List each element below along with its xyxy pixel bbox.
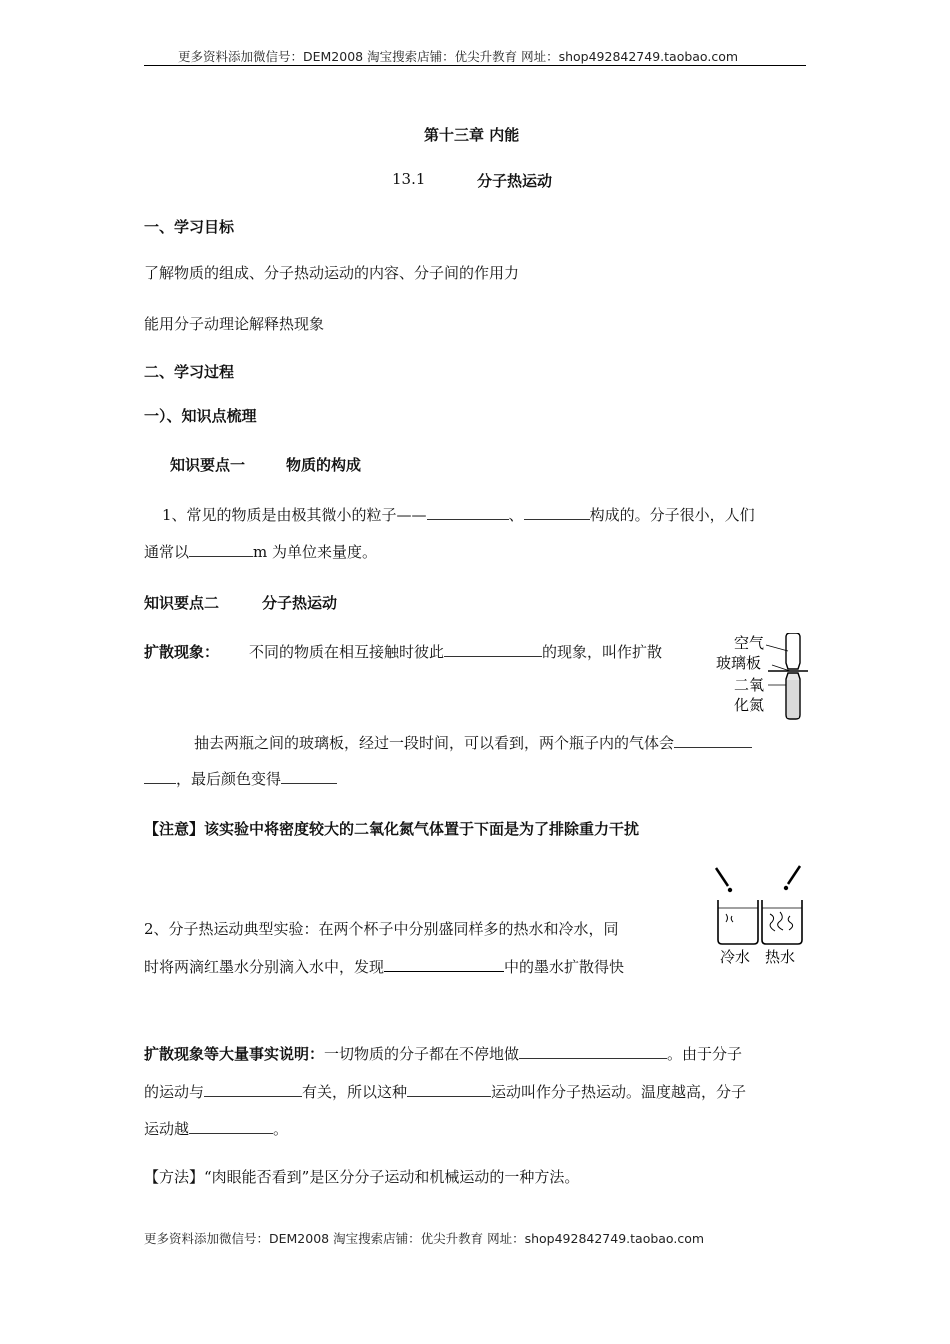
intensity-blank[interactable] <box>189 1118 273 1134</box>
facts-label: 扩散现象等大量事实说明： <box>144 1045 325 1063</box>
kp1-label: 知识要点一 <box>170 456 246 474</box>
section-number: 13.1 <box>392 170 426 188</box>
note: 【注意】该实验中将密度较大的二氧化氮气体置于下面是为了排除重力干扰 <box>144 820 640 838</box>
method-note: 【方法】“肉眼能否看到”是区分分子运动和机械运动的一种方法。 <box>144 1168 580 1186</box>
kp2-label: 知识要点二 <box>144 594 220 612</box>
diffusion-blank[interactable] <box>444 641 542 657</box>
cold-water-label: 冷水 <box>720 948 751 966</box>
kp1-line2 <box>144 541 377 562</box>
facts-line3-b: 。 <box>273 1120 289 1138</box>
process-heading: 二、学习过程 <box>144 363 235 381</box>
facts-b: 。由于分子 <box>667 1045 743 1063</box>
ink-diffusion-figure <box>712 862 812 968</box>
experiment-line1 <box>194 732 752 753</box>
knowledge-subheading: 一）、知识点梳理 <box>144 407 257 425</box>
experiment-line2 <box>144 768 337 789</box>
kp2-title: 分子热运动 <box>262 594 338 612</box>
facts-line3-a: 运动越 <box>144 1120 190 1138</box>
diffusion-a: 不同的物质在相互接触时彼此 <box>249 643 445 661</box>
goal-2: 能用分子动理论解释热现象 <box>144 315 325 333</box>
right-dropper <box>788 866 800 884</box>
facts-line1 <box>144 1043 742 1064</box>
upper-bottle <box>786 633 800 669</box>
diffusion-b: 的现象，叫作扩散 <box>542 643 663 661</box>
kp1-line1-sep: 、 <box>508 506 524 524</box>
fig1-label-no2-b: 化氮 <box>734 696 765 714</box>
kp1-line2-b: m 为单位来量度。 <box>253 543 378 561</box>
cold-beaker <box>718 900 758 944</box>
motion-type-blank[interactable] <box>407 1081 491 1097</box>
left-dropper <box>716 868 728 886</box>
mix-blank-a[interactable] <box>674 732 752 748</box>
kp1-line1-a: 1、常见的物质是由极其微小的粒子—— <box>162 506 427 524</box>
kp1-line1-b: 构成的。分子很小，人们 <box>589 506 755 524</box>
irregular-motion-blank[interactable] <box>519 1043 667 1059</box>
atom-blank[interactable] <box>524 504 590 520</box>
molecule-blank[interactable] <box>427 504 509 520</box>
facts-a: 一切物质的分子都在不停地做 <box>324 1045 520 1063</box>
typical-line2-b: 中的墨水扩散得快 <box>504 958 625 976</box>
goal-1: 了解物质的组成、分子热动运动的内容、分子间的作用力 <box>144 264 520 282</box>
fig1-label-air: 空气 <box>734 634 765 652</box>
typical-exp-line2 <box>144 956 624 977</box>
section-title: 分子热运动 <box>477 172 553 190</box>
kp1-line1 <box>162 504 755 525</box>
experiment-line2-a: ，最后颜色变得 <box>176 770 282 788</box>
page-footer: 更多资料添加微信号：DEM2008 淘宝搜索店铺：优尖升教育 网址：shop492842749.taobao.com <box>144 1231 705 1246</box>
unit-blank[interactable] <box>189 541 253 557</box>
facts-line2 <box>144 1081 746 1102</box>
typical-exp-line1: 2、分子热运动典型实验：在两个杯子中分别盛同样多的热水和冷水，同 <box>144 920 619 938</box>
diffusion-label: 扩散现象： <box>144 643 220 661</box>
hot-beaker <box>762 900 802 944</box>
goals-heading: 一、学习目标 <box>144 218 235 236</box>
kp1-line2-a: 通常以 <box>144 543 190 561</box>
mix-blank-b[interactable] <box>144 768 176 784</box>
fig1-label-no2-a: 二氧 <box>734 676 765 694</box>
facts-line2-c: 运动叫作分子热运动。温度越高，分子 <box>491 1083 747 1101</box>
page-header: 更多资料添加微信号：DEM2008 淘宝搜索店铺：优尖升教育 网址：shop492842749.taobao.com <box>178 49 739 64</box>
color-blank[interactable] <box>281 768 337 784</box>
chapter-title: 第十三章 内能 <box>424 126 520 144</box>
facts-line2-b: 有关，所以这种 <box>302 1083 408 1101</box>
facts-line3 <box>144 1118 288 1139</box>
experiment-line1-text: 抽去两瓶之间的玻璃板，经过一段时间，可以看到，两个瓶子内的气体会 <box>194 734 675 752</box>
facts-line2-a: 的运动与 <box>144 1083 205 1101</box>
temperature-blank[interactable] <box>204 1081 302 1097</box>
kp1-title: 物质的构成 <box>286 456 362 474</box>
typical-line2-a: 时将两滴红墨水分别滴入水中，发现 <box>144 958 385 976</box>
header-rule <box>144 65 806 66</box>
gas-diffusion-figure <box>710 633 810 723</box>
fig1-label-glass: 玻璃板 <box>716 654 762 672</box>
hot-water-label: 热水 <box>765 948 796 966</box>
hot-water-blank[interactable] <box>384 956 504 972</box>
diffusion-line <box>144 641 662 662</box>
